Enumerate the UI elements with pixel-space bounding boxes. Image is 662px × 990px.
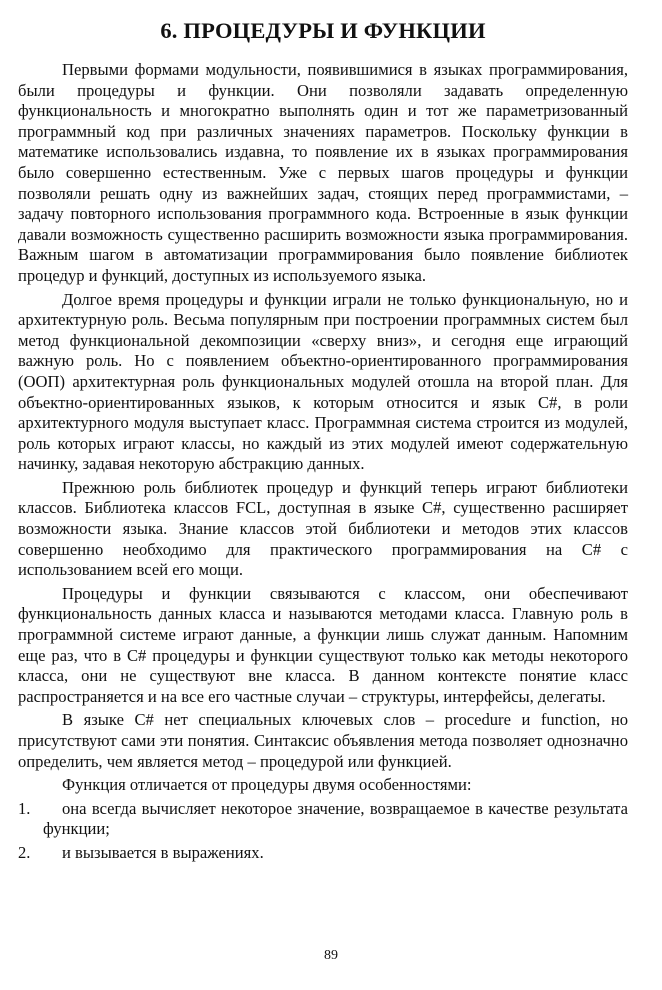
chapter-title: 6. ПРОЦЕДУРЫ И ФУНКЦИИ [160,18,486,43]
list-item-text: она всегда вычисляет некоторое значение, возвращаемое в качестве результата функции; [43,798,628,839]
list-item-number: 2. [18,842,31,862]
list-item-number: 1. [18,798,31,818]
paragraph-intro: Первыми формами модульности, появившимися в языках программирования, были процедуры и функции. Они позволяли задавать определенную функциональность и многократно выполнять один и тот же параметризованный программный код при различных значениях параметров. Поскольку функции в математике использовались издавна, то появление их в языках программирования было совершенно естественным. Уже с первых шагов процедуры и функции позволяли решать одну из важнейших задач, стоящих перед программистами, – задачу повторного использования программного кода. Встроенные в язык функции давали возможность существенно расширить возможности языка программирования. Важным шагом в автоматизации программирования было появление библиотек процедур и функций, доступных из используемого языка. [18,60,628,285]
paragraph-methods: Процедуры и функции связываются с классом, они обеспечивают функциональность данных класса и называются методами класса. Главную роль в программной системе играют данные, а функции лишь служат данным. Напомним еще раз, что в C# процедуры и функции существуют только как методы некоторого класса, они не существуют вне класса. В данном контексте понятие класс распространяется и на все его частные случаи – структуры, интерфейсы, делегаты. [18,583,628,706]
paragraph-keywords: В языке C# нет специальных ключевых слов – procedure и function, но присутствуют сами эти понятия. Синтаксис объявления метода позволяет однозначно определить, чем является метод – процедурой или функцией. [18,710,628,771]
list-item [18,799,628,840]
paragraph-architecture: Долгое время процедуры и функции играли не только функциональную, но и архитектурную роль. Весьма популярным при построении программных систем был метод функциональной декомпозиции «сверху вниз», и сегодня еще играющий важную роль. Но с появлением объектно-ориентированного программирования (ООП) архитектурная роль функциональных модулей отошла на второй план. Для объектно-ориентированных языков, к которым относится и язык C#, в роли архитектурного модуля выступает класс. Программная система строится из модулей, роль которых играют классы, но каждый из этих модулей имеют содержательную начинку, задавая некоторую абстракцию данных. [18,289,628,474]
document-page [18,14,628,867]
differences-list [18,799,628,864]
page-number: 89 [324,948,338,963]
paragraph-function-differences: Функция отличается от процедуры двумя особенностями: [62,775,472,795]
paragraph-class-libraries: Прежнюю роль библиотек процедур и функций теперь играют библиотеки классов. Библиотека классов FCL, доступная в языке C#, существенно расширяет возможности языка. Знание классов этой библиотеки и методов этих классов совершенно необходимо для практического программирования на C# с использованием всей его мощи. [18,477,628,580]
list-item-text: и вызывается в выражениях. [62,842,264,862]
list-item [18,843,628,864]
